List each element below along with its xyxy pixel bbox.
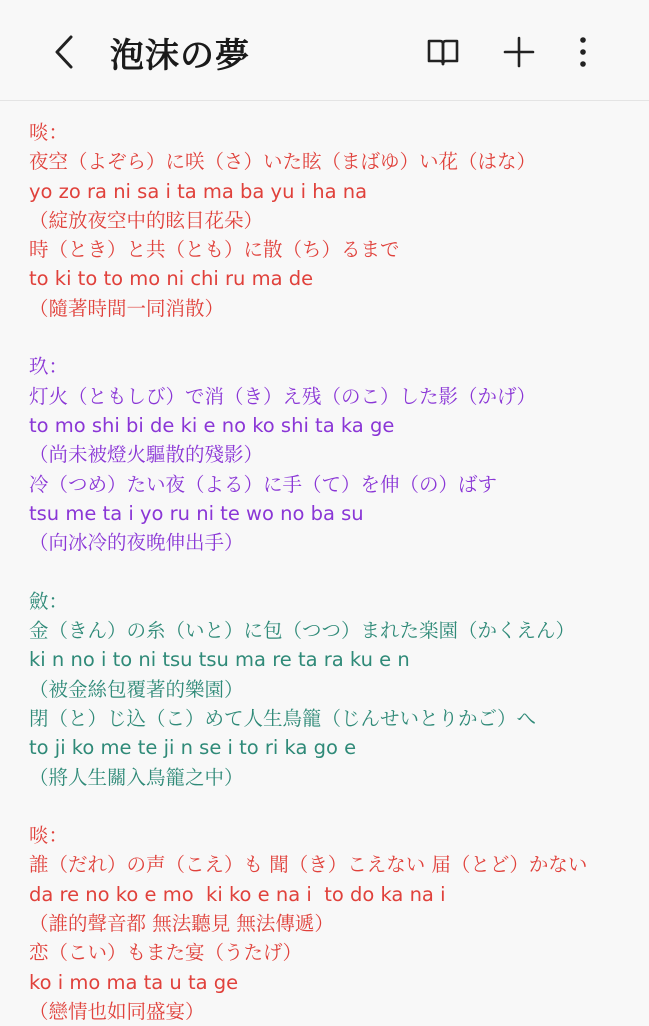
lyric-line: 恋（こい）もまた宴（うたげ）	[29, 941, 303, 965]
speaker-label: 啖：	[29, 121, 69, 144]
translation-line: （將人生關入鳥籠之中）	[29, 765, 244, 789]
note-body[interactable]	[29, 118, 639, 1026]
romaji-line: ko i mo ma ta u ta ge	[29, 970, 239, 994]
blank-line	[29, 557, 639, 586]
translation-line: （誰的聲音都 無法聽見 無法傳遞）	[29, 912, 334, 936]
translation-line: （戀情也如同盛宴）	[29, 999, 205, 1023]
page-title: 泡沫の夢	[110, 36, 250, 76]
add-button[interactable]	[497, 30, 541, 74]
translation-line: （尚未被燈火驅散的殘影）	[29, 443, 264, 467]
lyric-line: 金（きん）の糸（いと）に包（つつ）まれた楽園（かくえん）	[29, 619, 576, 643]
more-options-button[interactable]	[561, 30, 605, 74]
romaji-line: yo zo ra ni sa i ta ma ba yu i ha na	[29, 179, 368, 203]
reading-mode-button[interactable]	[421, 30, 465, 74]
speaker-label: 啖：	[29, 824, 69, 848]
app-bar	[0, 0, 649, 101]
romaji-line: to mo shi bi de ki e no ko shi ta ka ge	[29, 413, 395, 437]
lyric-line: 時（とき）と共（とも）に散（ち）るまで	[29, 238, 400, 262]
romaji-line: ki n no i to ni tsu tsu ma re ta ra ku e n	[29, 648, 410, 672]
translation-line: （隨著時間一同消散）	[29, 296, 225, 320]
speaker-label: 斂：	[29, 589, 69, 613]
romaji-line: to ki to to mo ni chi ru ma de	[29, 267, 314, 291]
romaji-line: da re no ko e mo ki ko e na i to do ka na i	[29, 882, 446, 906]
blank-line	[29, 792, 639, 821]
chevron-left-icon	[51, 34, 77, 70]
blank-line	[29, 323, 639, 352]
romaji-line: to ji ko me te ji n se i to ri ka go e	[29, 736, 357, 760]
speaker-label: 玖：	[29, 355, 69, 379]
more-vert-icon	[577, 35, 589, 69]
lyric-line: 夜空（よぞら）に咲（さ）いた眩（まばゆ）い花（はな）	[29, 150, 537, 174]
romaji-line: tsu me ta i yo ru ni te wo no ba su	[29, 501, 364, 525]
translation-line: （向冰冷的夜晚伸出手）	[29, 531, 244, 555]
translation-line: （綻放夜空中的眩目花朵）	[29, 208, 264, 232]
back-button[interactable]	[44, 30, 84, 74]
translation-line: （被金絲包覆著的樂園）	[29, 677, 244, 701]
lyric-line: 閉（と）じ込（こ）めて人生鳥籠（じんせいとりかご）へ	[29, 706, 537, 730]
book-icon	[425, 37, 461, 67]
lyric-line: 誰（だれ）の声（こえ）も 聞（き）こえない 届（とど）かない	[29, 853, 588, 877]
lyric-line: 灯火（ともしび）で消（き）え残（のこ）した影（かげ）	[29, 384, 537, 408]
lyric-line: 冷（つめ）たい夜（よる）に手（て）を伸（の）ばす	[29, 472, 498, 496]
plus-icon	[502, 35, 536, 69]
